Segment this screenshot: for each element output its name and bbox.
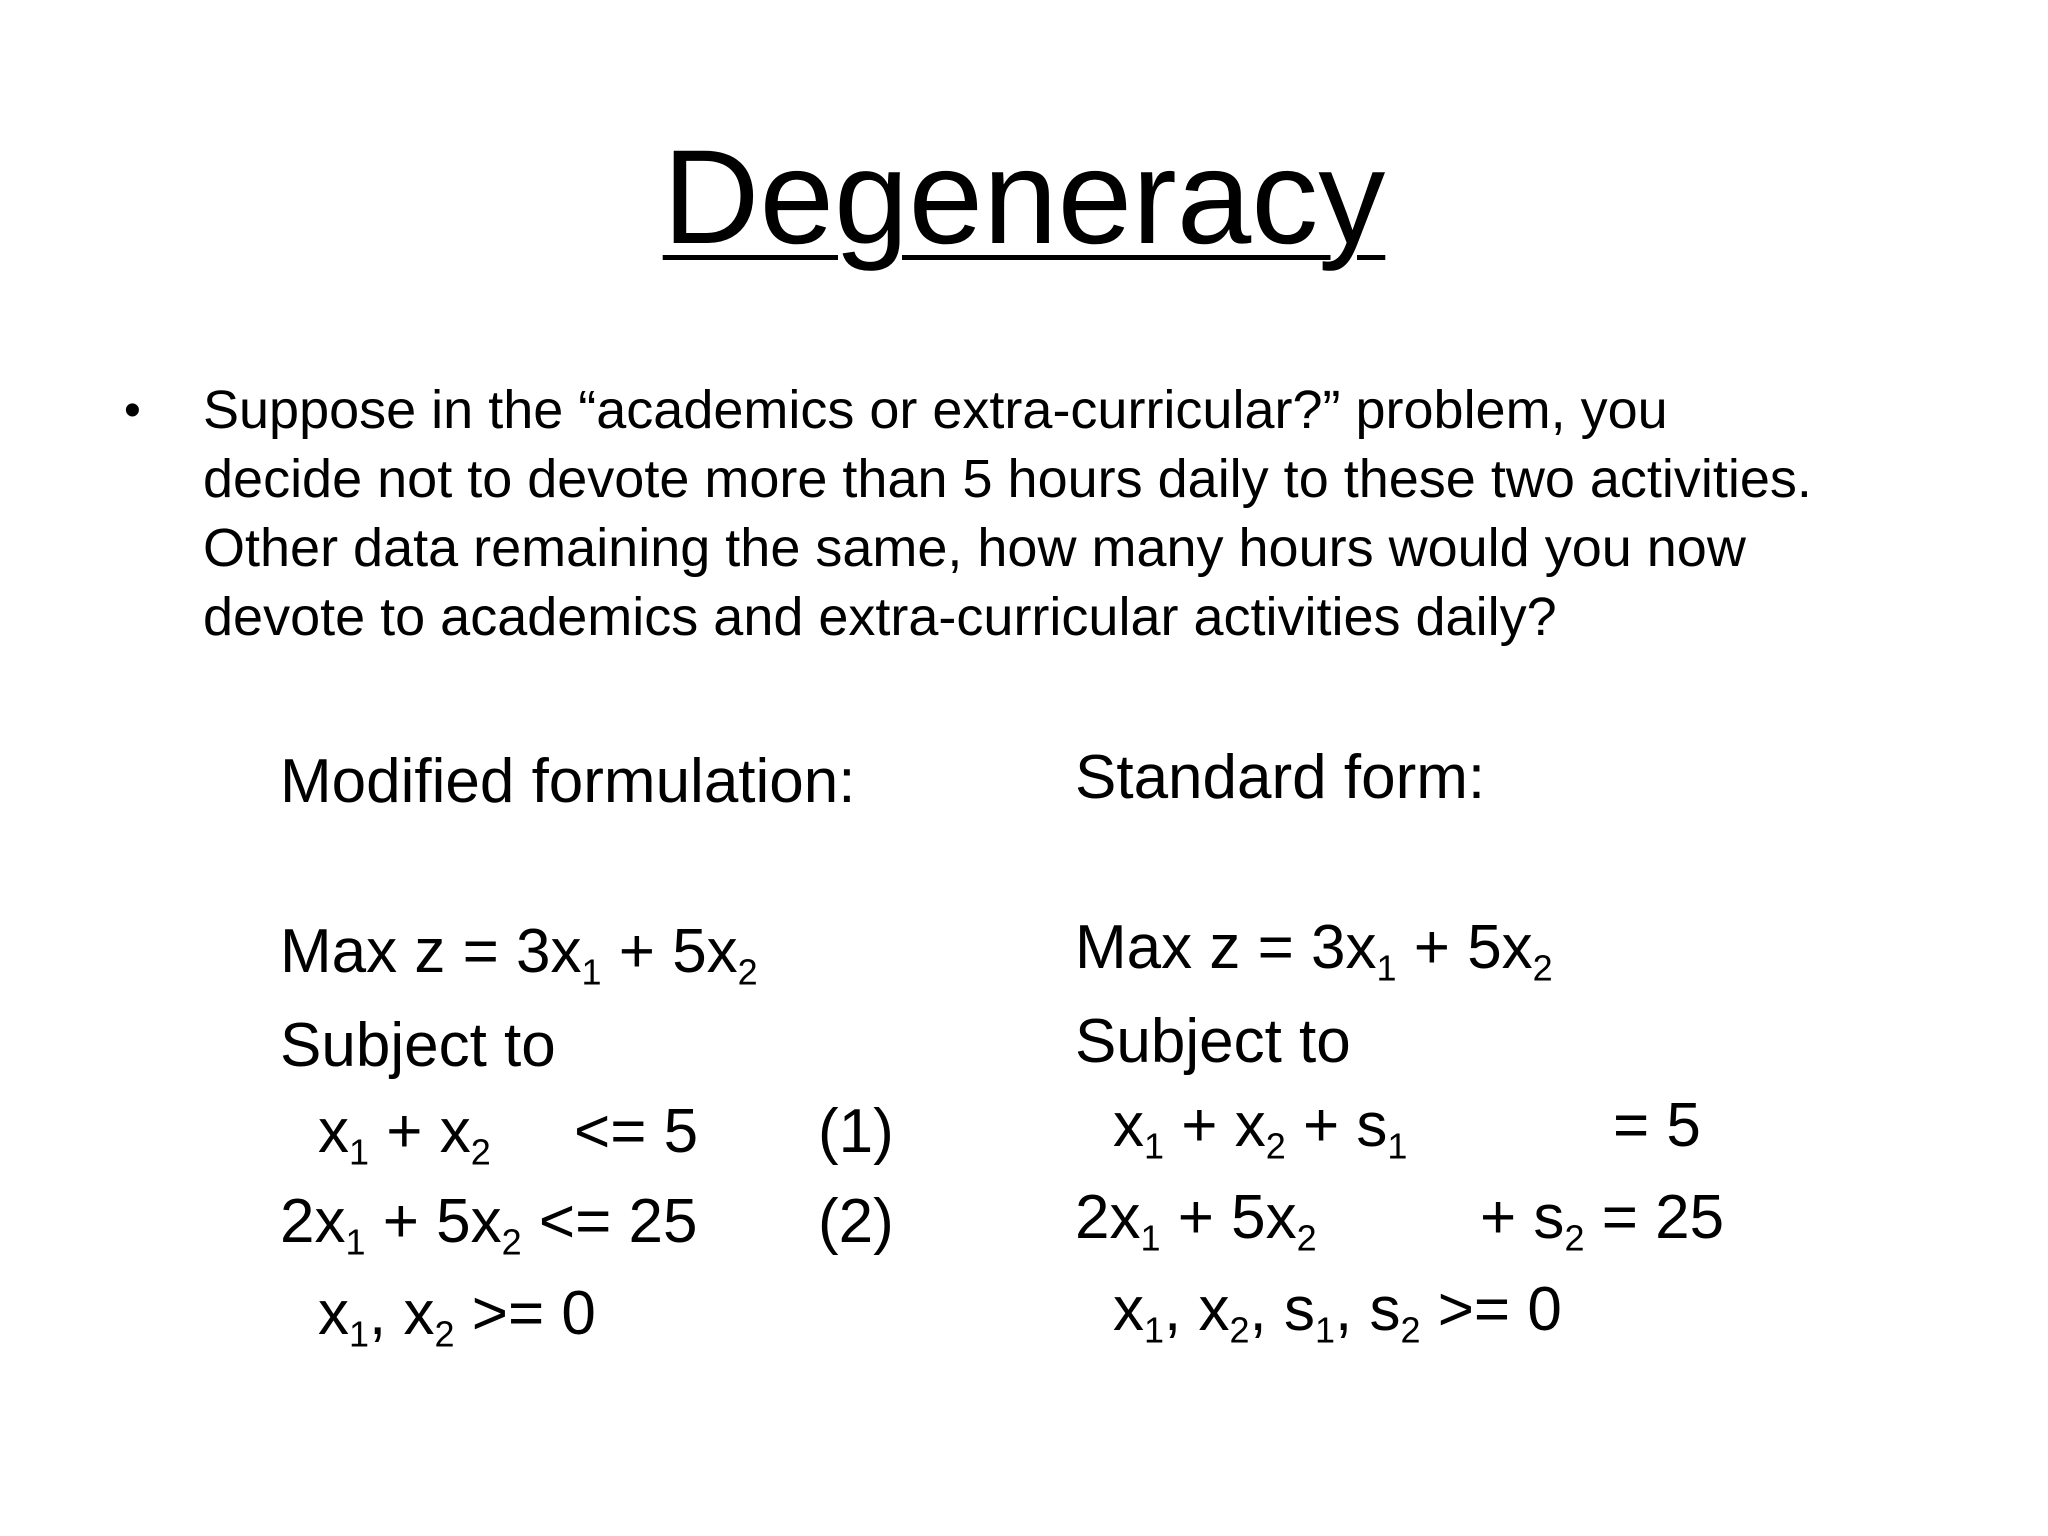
standard-nonnegativity: $x_1$, $x_2$, $s_1$, $s_2 >= 0$ <box>1113 1275 1562 1351</box>
slide: Degeneracy • Suppose in the “academics or extra-curricular?” problem, you decide not to devote more than 5 hours daily to these two activities. Other data remaining the same, how many hours would you now devote to academics and extra-curricular activities daily? Modified formulation: Max $z = 3x_1 + 5x_2$ Subject to $x_1 + x_2$ <= 5 (1) $2x_1 + 5x_2 <= 25$ (2) $x_1$, $x_2 >= 0$ Standard form: Max $z = 3x_1 + 5x_2$ Subject to $x_1 + x_2 + s_1$ = 5 $2x_1 + 5x_2$ + $s_2 = 25$ $x_1$, $x_2$, $s_1$, $s_2 >= 0$ <box>0 0 2048 1536</box>
constraint-label: (2) <box>818 1187 894 1256</box>
modified-subject-to: Subject to <box>280 1011 556 1080</box>
bullet-line: Suppose in the “academics or extra-curricular?” problem, you <box>203 380 1668 440</box>
standard-form-heading: Standard form: <box>1075 743 1486 812</box>
bullet-text <box>203 376 1812 652</box>
standard-objective: Max $z = 3x_1 + 5x_2$ <box>1075 913 1553 989</box>
bullet-line: devote to academics and extra-curricular activities daily? <box>203 587 1557 647</box>
bullet-line: decide not to devote more than 5 hours daily to these two activities. <box>203 449 1812 509</box>
modified-formulation-heading: Modified formulation: <box>280 747 856 816</box>
standard-subject-to: Subject to <box>1075 1007 1351 1076</box>
modified-objective: Max $z = 3x_1 + 5x_2$ <box>280 917 758 993</box>
modified-nonnegativity: $x_1$, $x_2 >= 0$ <box>318 1279 596 1355</box>
bullet-line: Other data remaining the same, how many hours would you now <box>203 518 1746 578</box>
slide-title: Degeneracy <box>662 123 1386 272</box>
bullet-marker: • <box>124 384 141 437</box>
constraint-label: (1) <box>818 1097 894 1166</box>
